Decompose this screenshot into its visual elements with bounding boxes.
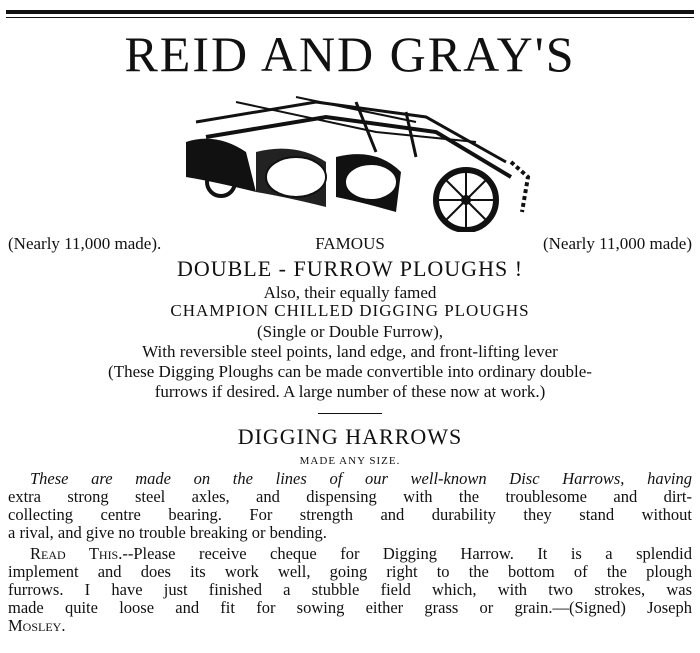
top-border-rule xyxy=(6,10,694,14)
testimonial-line: furrows. I have just finished a stubble field which, with two strokes, was xyxy=(8,580,692,599)
description-line: collecting centre bearing. For strength and durability they stand without xyxy=(8,505,692,524)
features-line: With reversible steel points, land edge, and front-lifting lever xyxy=(142,342,558,361)
note-line-1: (These Digging Ploughs can be made convertible into ordinary double- xyxy=(108,362,592,381)
testimonial-lead: Read This. xyxy=(30,544,123,563)
product-line: CHAMPION CHILLED DIGGING PLOUGHS xyxy=(170,301,530,320)
testimonial-signature: Mosley. xyxy=(8,616,66,635)
variant-line: (Single or Double Furrow), xyxy=(256,322,444,341)
description-line: a rival, and give no trouble breaking or bending. xyxy=(8,523,327,542)
top-border-thin-rule xyxy=(6,17,694,18)
advert-title: REID AND GRAY'S xyxy=(124,26,576,82)
testimonial-line: implement and does its work well, going right to the bottom of the plough xyxy=(8,562,692,581)
famous-label: FAMOUS xyxy=(315,234,385,253)
note-line-2: furrows if desired. A large number of these now at work.) xyxy=(154,382,546,401)
subheader-row xyxy=(0,234,700,256)
ploughs-headline: DOUBLE - FURROW PLOUGHS ! xyxy=(176,256,524,281)
right-note: (Nearly 11,000 made) xyxy=(542,234,692,253)
size-note: MADE ANY SIZE. xyxy=(299,455,401,467)
also-line: Also, their equally famed xyxy=(263,283,437,302)
testimonial-text: --Please receive cheque for Digging Harrow. It is a splendid xyxy=(122,544,692,563)
section-divider xyxy=(318,413,382,414)
testimonial xyxy=(8,545,692,635)
description-line: extra strong steel axles, and dispensing with the troublesome and dirt- xyxy=(8,487,692,506)
harrows-heading: DIGGING HARROWS xyxy=(237,424,463,449)
left-note: (Nearly 11,000 made). xyxy=(8,234,162,253)
plough-illustration-icon xyxy=(176,82,546,232)
harrows-description xyxy=(8,470,692,542)
description-line: These are made on the lines of our well-known Disc Harrows, having xyxy=(30,469,692,488)
testimonial-line: made quite loose and fit for sowing either grass or grain.—(Signed) Joseph xyxy=(8,598,692,617)
testimonial-line xyxy=(8,545,692,563)
